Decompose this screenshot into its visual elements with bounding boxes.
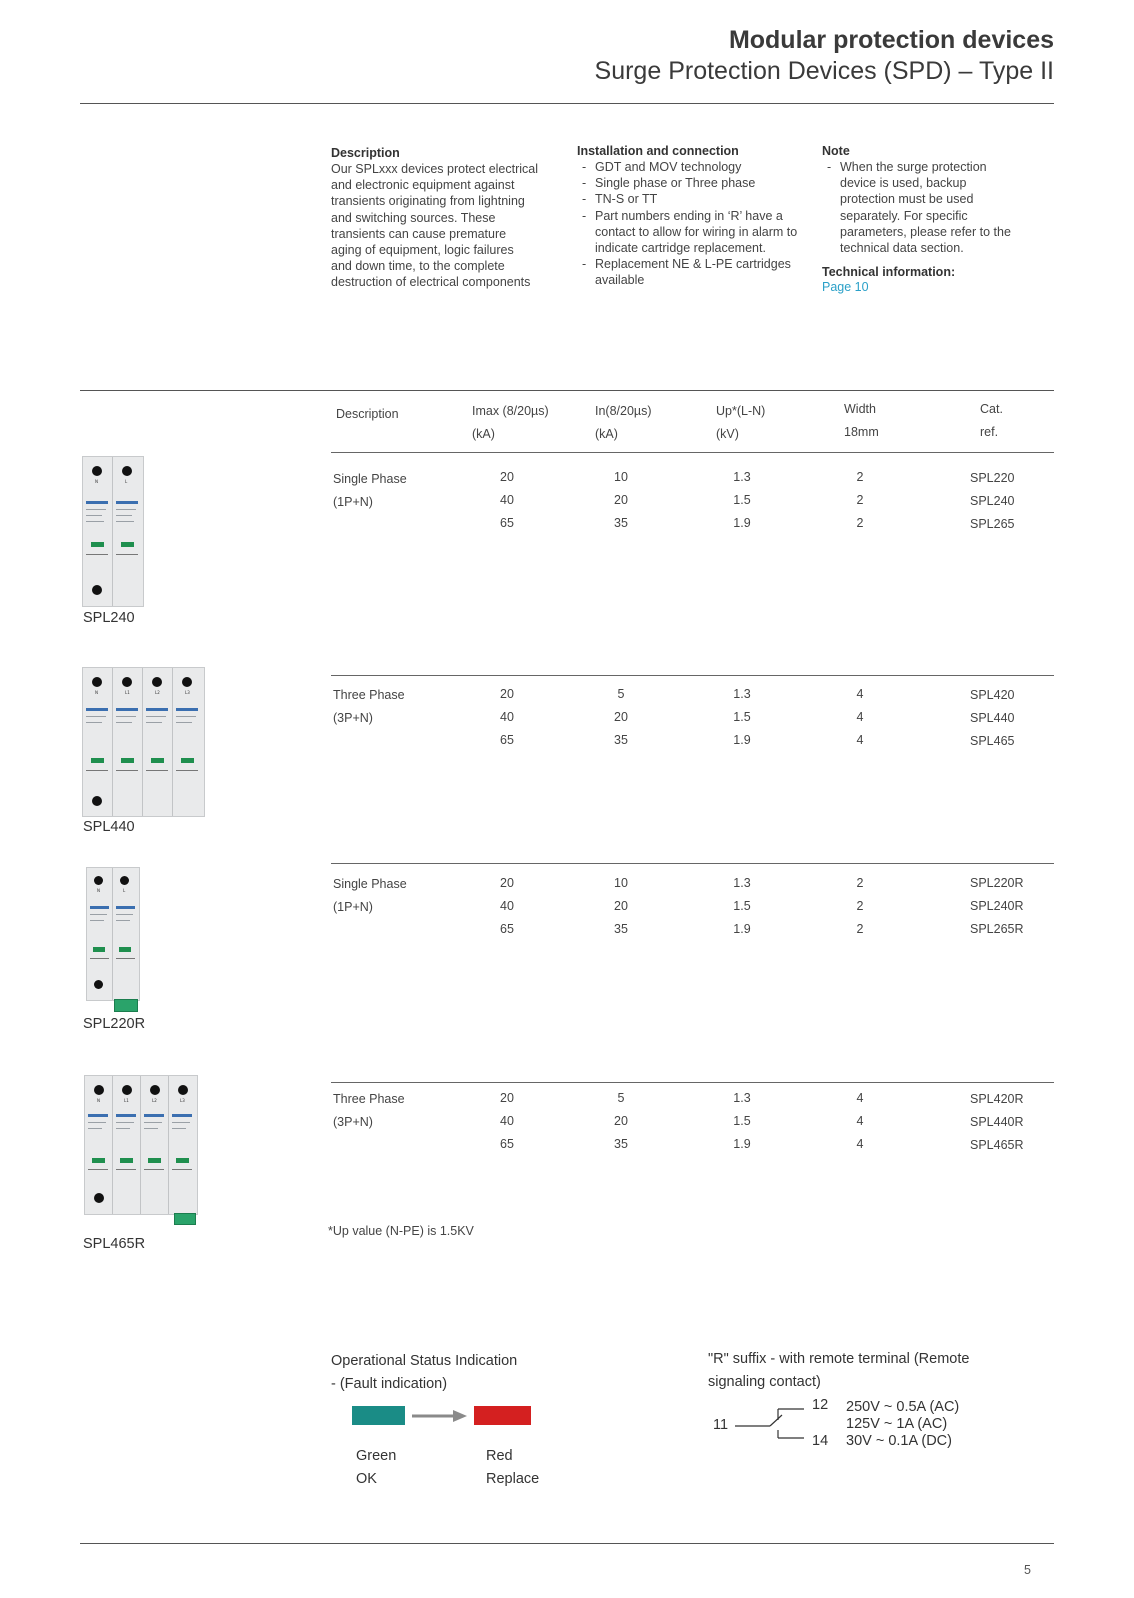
installation-section: [577, 144, 817, 289]
status-red-swatch: [474, 1406, 531, 1425]
page-number: 5: [1024, 1563, 1031, 1577]
arrow-right-icon: [411, 1408, 469, 1424]
installation-item: - GDT and MOV technology: [577, 159, 817, 175]
col-imax: 20 40 65: [500, 1091, 514, 1151]
pin-11-label: 11: [713, 1417, 729, 1433]
group-description: Single Phase (1P+N): [333, 472, 407, 509]
page-subtitle: Surge Protection Devices (SPD) – Type II: [594, 57, 1054, 85]
installation-item: - Single phase or Three phase: [577, 175, 817, 191]
remote-terminal-icon: [174, 1213, 196, 1225]
group-divider: [331, 1082, 1054, 1083]
technical-info-link[interactable]: Page 10: [822, 280, 869, 295]
description-line: Our SPLxxx devices protect electrical: [331, 162, 539, 176]
note-list: [822, 159, 1012, 256]
description-heading: Description: [331, 146, 400, 160]
col-in: 10 20 35: [614, 470, 628, 530]
col-header-description: Description: [336, 407, 399, 421]
col-up: 1.3 1.5 1.9: [733, 687, 751, 747]
note-heading: Note: [822, 144, 850, 158]
table-top-divider: [80, 390, 1054, 391]
description-line: and down time, to the complete: [331, 259, 505, 274]
status-red-label: Red Replace: [486, 1448, 540, 1487]
col-header-width: Width 18mm: [844, 402, 879, 439]
col-imax: 20 40 65: [500, 470, 514, 530]
status-indication-title: Operational Status Indication - (Fault indication): [331, 1353, 518, 1392]
col-catref: SPL420 SPL440 SPL465: [970, 688, 1015, 748]
group-divider: [331, 675, 1054, 676]
product-label: SPL240: [83, 610, 135, 626]
installation-list: [577, 159, 817, 289]
product-label: SPL465R: [83, 1236, 146, 1252]
footer-divider: [80, 1543, 1054, 1544]
remote-terminal-icon: [114, 999, 138, 1012]
pin-14-label: 14: [812, 1433, 829, 1449]
col-in: 10 20 35: [614, 876, 628, 936]
col-imax: 20 40 65: [500, 687, 514, 747]
col-width: 2 2 2: [856, 470, 864, 530]
col-up: 1.3 1.5 1.9: [733, 470, 751, 530]
product-image-spl465r: N L1 L2 L3: [84, 1075, 198, 1215]
note-item: - When the surge protection device is used, backup protection must be used separately. For specific parameters, please refer to the technical data section.: [822, 159, 1012, 256]
col-up: 1.3 1.5 1.9: [733, 876, 751, 936]
footnote: *Up value (N-PE) is 1.5KV: [328, 1224, 474, 1238]
col-catref: SPL420R SPL440R SPL465R: [970, 1092, 1024, 1152]
description-text: [331, 161, 561, 291]
col-header-catref: Cat. ref.: [980, 402, 1003, 439]
description-line: and switching sources. These: [331, 210, 496, 225]
col-header-up: Up*(L-N) (kV): [716, 404, 766, 441]
product-image-spl220r: N L: [86, 867, 140, 1001]
product-label: SPL220R: [83, 1016, 146, 1032]
description-line: transients can cause premature: [331, 226, 507, 241]
col-imax: 20 40 65: [500, 876, 514, 936]
col-catref: SPL220R SPL240R SPL265R: [970, 876, 1024, 936]
note-section: [822, 144, 1012, 294]
installation-item: - Part numbers ending in ‘R’ have a contact to allow for wiring in alarm to indicate cartridge replacement.: [577, 208, 817, 257]
technical-info-heading: Technical information:: [822, 265, 956, 280]
page-title: Modular protection devices: [728, 26, 1054, 54]
status-green-swatch: [352, 1406, 405, 1425]
remote-terminal-title: "R" suffix - with remote terminal (Remote signaling contact): [708, 1351, 970, 1390]
table-header-divider: [331, 452, 1054, 453]
col-up: 1.3 1.5 1.9: [733, 1091, 751, 1151]
col-width: 2 2 2: [856, 876, 864, 936]
col-in: 5 20 35: [614, 1091, 628, 1151]
col-width: 4 4 4: [856, 687, 864, 747]
installation-item: - TN-S or TT: [577, 191, 817, 207]
contact-ratings: 250V ~ 0.5A (AC) 125V ~ 1A (AC) 30V ~ 0.1A (DC): [846, 1399, 960, 1449]
status-green-label: Green OK: [356, 1448, 397, 1487]
col-header-imax: Imax (8/20µs) (kA): [472, 404, 549, 441]
group-divider: [331, 863, 1054, 864]
product-image-spl240: N L: [82, 456, 144, 607]
col-width: 4 4 4: [856, 1091, 864, 1151]
group-description: Three Phase (3P+N): [333, 688, 405, 725]
col-catref: SPL220 SPL240 SPL265: [970, 471, 1015, 531]
col-in: 5 20 35: [614, 687, 628, 747]
description-line: and electronic equipment against: [331, 178, 515, 193]
description-line: destruction of electrical components: [331, 275, 531, 290]
product-label: SPL440: [83, 819, 135, 835]
installation-item: - Replacement NE & L-PE cartridges available: [577, 256, 817, 288]
pin-12-label: 12: [812, 1397, 829, 1413]
group-description: Single Phase (1P+N): [333, 877, 407, 914]
header-divider: [80, 103, 1054, 104]
installation-heading: Installation and connection: [577, 144, 739, 158]
group-description: Three Phase (3P+N): [333, 1092, 405, 1129]
description-section: [331, 146, 561, 291]
product-image-spl440: N L1 L2 L3: [82, 667, 205, 817]
description-line: aging of equipment, logic failures: [331, 243, 514, 258]
description-line: transients originating from lightning: [331, 194, 525, 209]
col-header-in: In(8/20µs) (kA): [595, 404, 652, 441]
